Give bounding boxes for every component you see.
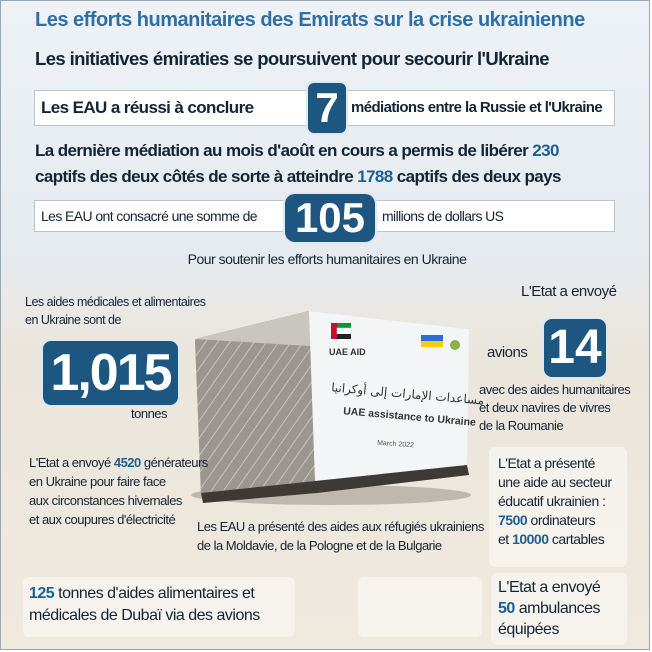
generators-text: L'Etat a envoyé 4520 générateurs en Ukraine pour faire face aux circonstances hivernales et aux coupures d'électricité bbox=[29, 455, 208, 527]
aid-cargo-photo bbox=[181, 289, 485, 511]
mediations-number-badge bbox=[308, 83, 346, 133]
aid-total-number: 1,015 bbox=[50, 344, 171, 402]
decorative-panel bbox=[358, 577, 482, 637]
captives-line-2: captifs des deux côtés de sorte à atteindre 1788 captifs des deux pays bbox=[35, 167, 561, 186]
dubai-aid-number: 125 bbox=[29, 585, 55, 602]
captives-line-1: La dernière médiation au mois d'août en cours a permis de libérer 230 bbox=[35, 141, 559, 160]
page-title: Les efforts humanitaires des Emirats sur la crise ukrainienne bbox=[35, 9, 585, 31]
planes-number: 14 bbox=[548, 321, 602, 374]
dubai-aid-text: 125 tonnes d'aides alimentaires et médicales de Dubaï via des avions bbox=[29, 585, 260, 624]
planes-intro: L'Etat a envoyé bbox=[521, 283, 617, 300]
bags-number: 10000 bbox=[512, 531, 549, 547]
uae-aid-logo-text: UAE AID bbox=[329, 347, 366, 357]
education-text: L'Etat a présenté une aide au secteur éducatif ukrainien : 7500 ordinateurs et 10000 cartables bbox=[498, 455, 612, 547]
aid-total-number-badge bbox=[43, 341, 178, 405]
funding-purpose: Pour soutenir les efforts humanitaires en Ukraine bbox=[187, 251, 467, 267]
planes-description: avec des aides humanitaires et deux navires de vivres de la Roumanie bbox=[479, 382, 631, 433]
english-banner-text: UAE assistance to Ukraine bbox=[342, 405, 477, 429]
captives-released-number: 230 bbox=[532, 141, 559, 160]
aid-total-label: Les aides médicales et alimentaires en Ukraine sont de bbox=[25, 295, 206, 327]
aid-total-unit: tonnes bbox=[131, 406, 168, 421]
funding-before: Les EAU ont consacré une somme de bbox=[41, 208, 257, 224]
refugees-text: Les EAU a présenté des aides aux réfugiés ukrainiens de la Moldavie, de la Pologne et de la Bulgarie bbox=[197, 519, 484, 553]
mediations-before: Les EAU a réussi à conclure bbox=[41, 98, 254, 117]
captives-total-number: 1788 bbox=[357, 167, 393, 186]
ambulances-text: L'Etat a envoyé 50 ambulances équipées bbox=[498, 579, 601, 638]
planes-word: avions bbox=[487, 344, 528, 361]
computers-number: 7500 bbox=[498, 512, 528, 528]
banner-date-text: March 2022 bbox=[376, 439, 415, 450]
mediations-number: 7 bbox=[315, 84, 339, 131]
page-subtitle: Les initiatives émiraties se poursuivent pour secourir l'Ukraine bbox=[35, 48, 549, 69]
funding-number-badge bbox=[285, 194, 375, 242]
ambulances-number: 50 bbox=[498, 600, 515, 617]
funding-number: 105 bbox=[294, 194, 366, 241]
arabic-banner-text: مساعدات الإمارات إلى أوكرانيا bbox=[330, 380, 485, 408]
planes-number-badge bbox=[544, 319, 606, 377]
funding-after: millions de dollars US bbox=[382, 208, 504, 224]
mediations-after: médiations entre la Russie et l'Ukraine bbox=[351, 99, 603, 116]
generators-number: 4520 bbox=[113, 455, 141, 470]
